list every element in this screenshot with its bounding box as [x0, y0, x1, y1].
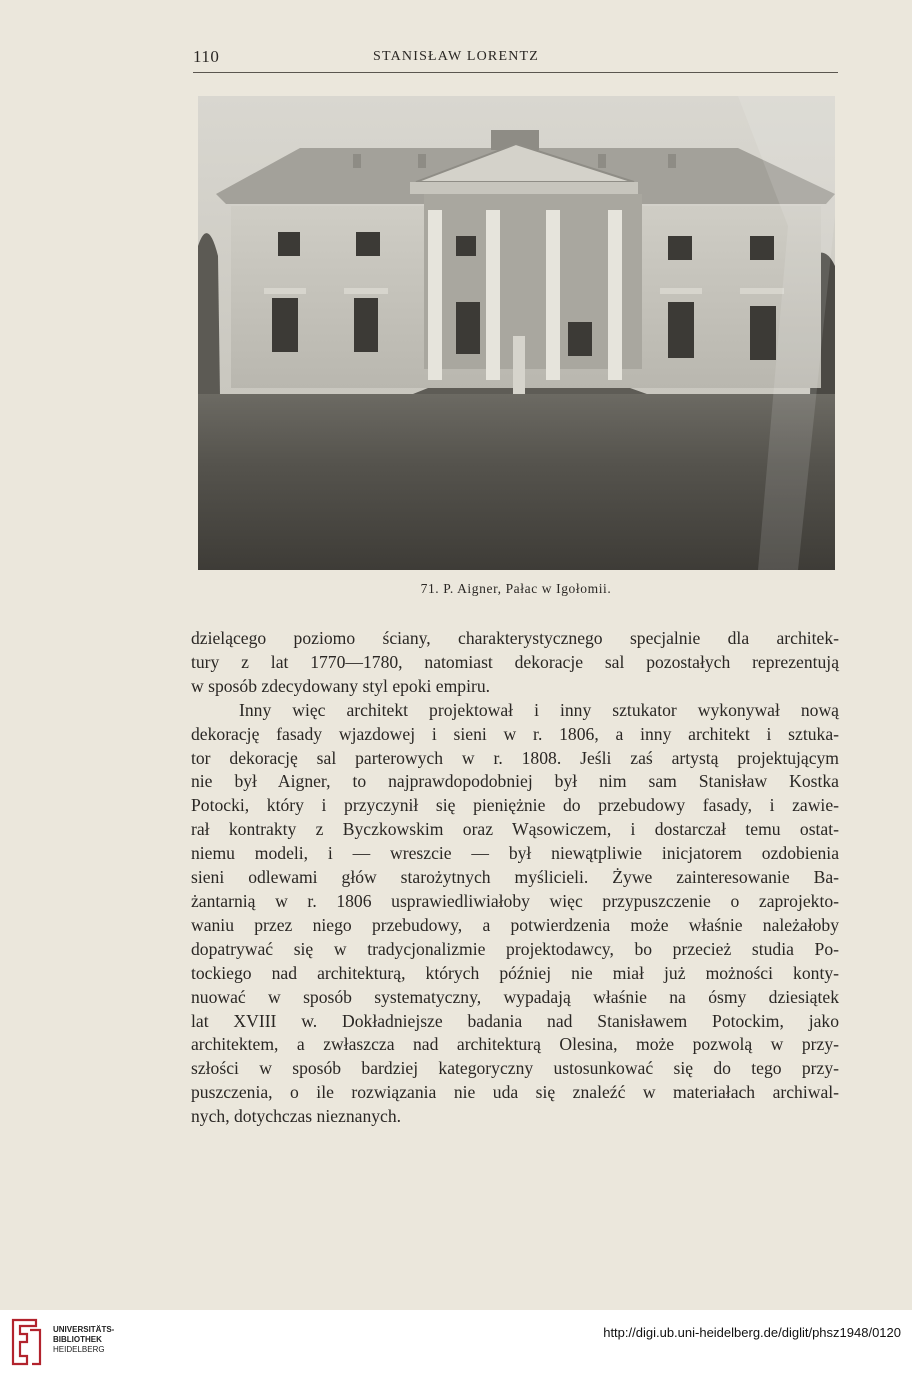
page-number: 110	[193, 47, 220, 66]
text-line: tockiego nad architekturą, których później nie miał już możności konty-	[191, 962, 839, 983]
library-name-line3: HEIDELBERG	[53, 1345, 105, 1354]
text-line: nuować w sposób systematyczny, wypadają właśnie na ósmy dziesiątek	[191, 986, 839, 1007]
library-logo-icon[interactable]	[10, 1316, 44, 1368]
text-line: w sposób zdecydowany styl epoki empiru.	[191, 675, 491, 696]
text-line: tor dekorację sal parterowych w r. 1808. Jeśli zaś artystą projektującym	[191, 747, 839, 768]
text-line: dopatrywać się w tradycjonalizmie projektodawcy, bo przecież studia Po-	[191, 938, 839, 959]
text-line: żantarnią w r. 1806 usprawiedliwiałoby więc przypuszczenie o zaprojekto-	[191, 890, 839, 911]
source-url-link[interactable]: http://digi.ub.uni-heidelberg.de/diglit/phsz1948/0120	[603, 1325, 901, 1340]
running-head: STANISŁAW LORENTZ	[372, 49, 540, 64]
text-line: dzielącego poziomo ściany, charakterystycznego specjalnie dla architek-	[191, 628, 839, 648]
text-line: rał kontrakty z Byczkowskim oraz Wąsowiczem, i dostarczał temu ostat-	[191, 819, 839, 840]
text-line: architektem, a zwłaszcza nad architekturą Olesina, może pozwolą w przy-	[191, 1034, 839, 1055]
text-line: szłości w sposób bardziej kategoryczny ustosunkować się do tego przy-	[191, 1058, 839, 1079]
library-name-line1: UNIVERSITÄTS-	[53, 1325, 115, 1334]
text-line: dekorację fasady wjazdowej i sieni w r. 1806, a inny architekt i sztuka-	[191, 723, 839, 744]
text-line: tury z lat 1770—1780, natomiast dekoracje sal pozostałych reprezentują	[191, 651, 839, 672]
text-line: Inny więc architekt projektował i inny sztukator wykonywał nową	[239, 699, 839, 720]
text-line: waniu przez niego przebudowy, a potwierdzenia może właśnie należałoby	[191, 914, 839, 935]
figure-caption: 71. P. Aigner, Pałac w Igołomii.	[420, 581, 612, 596]
text-line: puszczenia, o ile rozwiązania nie uda się znaleźć w materiałach archiwal-	[191, 1082, 839, 1103]
body-text	[191, 627, 839, 1129]
text-line: nie był Aigner, to najprawdopodobniej był nim sam Stanisław Kostka	[191, 771, 839, 792]
footer-bar	[0, 1310, 912, 1376]
text-line: nych, dotychczas nieznanych.	[191, 1106, 402, 1127]
text-line: sieni odlewami głów starożytnych myślicieli. Żywe zainteresowanie Ba-	[191, 867, 839, 888]
figure-photo	[198, 96, 835, 570]
library-name	[53, 1325, 114, 1355]
header-rule	[193, 72, 838, 73]
text-line: lat XVIII w. Dokładniejsze badania nad Stanisławem Potockim, jako	[191, 1010, 839, 1031]
text-line: Potocki, który i przyczynił się pieniężnie do przebudowy fasady, i zawie-	[191, 795, 839, 816]
library-name-line2: BIBLIOTHEK	[53, 1335, 102, 1344]
text-line: niemu modeli, i — wreszcie — był niewątpliwie inicjatorem ozdobienia	[191, 843, 839, 864]
